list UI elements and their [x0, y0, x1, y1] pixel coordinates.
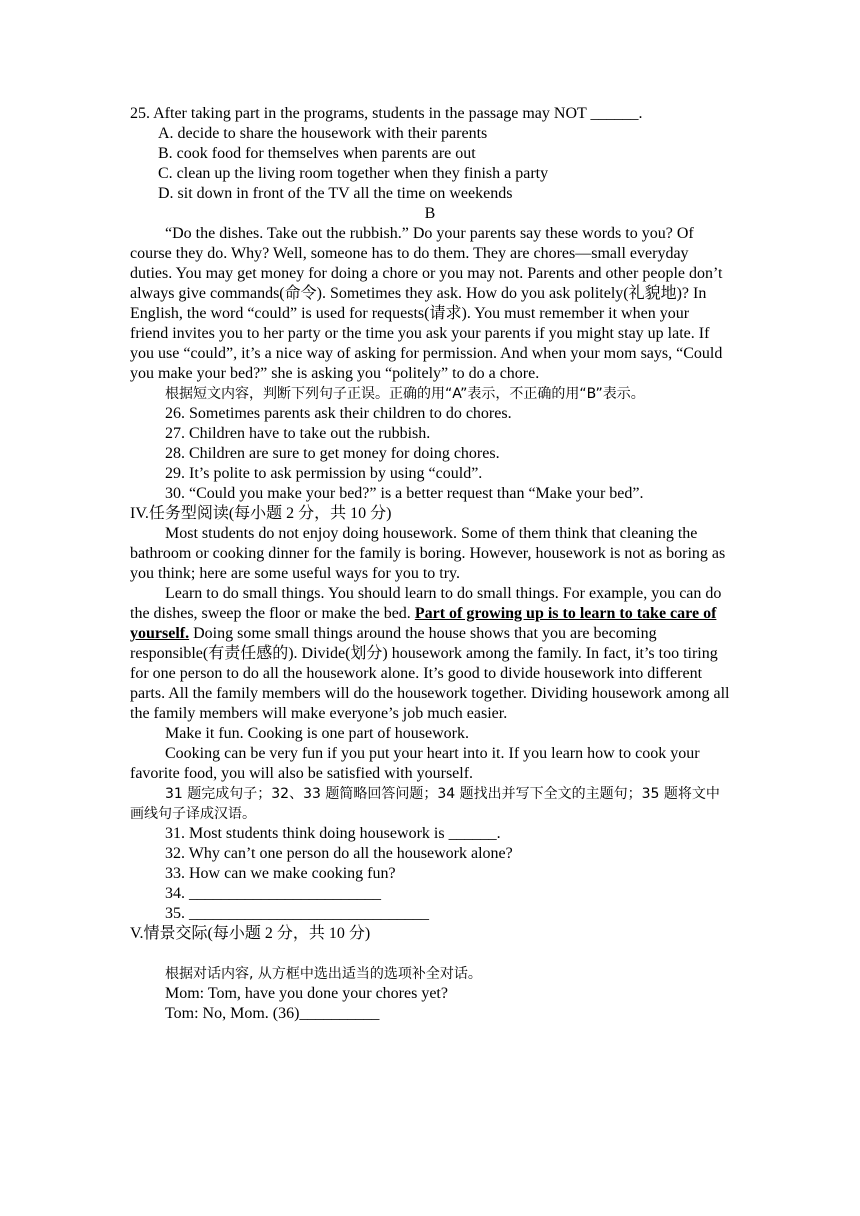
dialogue-line-mom: Mom: Tom, have you done your chores yet?	[165, 985, 448, 1002]
question-25-stem: 25. After taking part in the programs, students in the passage may NOT ______.	[130, 105, 643, 122]
question-33: 33. How can we make cooking fun?	[165, 865, 396, 882]
section-iv-instruction: 31 题完成句子；32、33 题简略回答问题；34 题找出并写下全文的主题句；35 题将文中画线句子译成汉语。	[130, 786, 720, 822]
dialogue-line-tom: Tom: No, Mom. (36)__________	[165, 1005, 380, 1022]
question-26: 26. Sometimes parents ask their children to do chores.	[165, 405, 512, 422]
paragraph-2-rest: Doing some small things around the house shows that you are becoming responsible(有责任感的). Divide(划分) housework among the family. In fact, it’s too tiring for one person to do all the housework alone. It’s good to divide housework into different parts. All the family members will do the housework together. Dividing housework among all the family members will make everyone’s job much easier.	[130, 625, 730, 722]
section-iv-paragraph-4: Cooking can be very fun if you put your heart into it. If you learn how to cook your favorite food, you will also be satisfied with yourself.	[130, 745, 700, 782]
worksheet-page	[130, 104, 730, 1024]
section-b-label: B	[424, 205, 436, 222]
question-35: 35. ______________________________	[165, 905, 429, 922]
question-29: 29. It’s polite to ask permission by using “could”.	[165, 465, 483, 482]
section-iv-paragraph-1: Most students do not enjoy doing housework. Some of them think that cleaning the bathroom or cooking dinner for the family is boring. However, housework is not as boring as you think; here are some useful ways for you to try.	[130, 525, 726, 582]
paragraph-2-intro: Learn to do small things. You should learn to do small things. For example, you can do the dishes, sweep the floor or make the bed.	[130, 585, 722, 622]
section-v-instruction: 根据对话内容, 从方框中选出适当的选项补全对话。	[165, 966, 482, 982]
question-25-option-d: D. sit down in front of the TV all the time on weekends	[158, 185, 513, 202]
section-iv-paragraph-3: Make it fun. Cooking is one part of housework.	[165, 725, 469, 742]
question-30: 30. “Could you make your bed?” is a better request than “Make your bed”.	[165, 485, 644, 502]
spacer	[130, 944, 730, 964]
section-b-passage: “Do the dishes. Take out the rubbish.” Do your parents say these words to you? Of course they do. Why? Well, someone has to do them. They are chores—small everyday duties. You may get money for doing a chore or you may not. Parents and other people don’t always give commands(命令). Sometimes they ask. How do you ask politely(礼貌地)? In English, the word “could” is used for requests(请求). You must remember it when your friend invites you to her party or the time you ask your parents if you might stay up late. If you use “could”, it’s a nice way of asking for permission. And when your mom says, “Could you make your bed?” she is asking you “politely” to do a chore.	[130, 225, 723, 382]
underlined-sentence: Part of growing up is to learn to take care of yourself.	[130, 605, 717, 642]
question-27: 27. Children have to take out the rubbish.	[165, 425, 431, 442]
question-28: 28. Children are sure to get money for doing chores.	[165, 445, 500, 462]
section-v-heading: V.情景交际(每小题 2 分，共 10 分)	[130, 925, 371, 942]
question-31: 31. Most students think doing housework is ______.	[165, 825, 501, 842]
section-iv-heading: IV.任务型阅读(每小题 2 分，共 10 分)	[130, 505, 392, 522]
question-25-option-a: A. decide to share the housework with their parents	[158, 125, 488, 142]
question-34: 34. ________________________	[165, 885, 381, 902]
question-32: 32. Why can’t one person do all the housework alone?	[165, 845, 513, 862]
question-25-option-c: C. clean up the living room together when they finish a party	[158, 165, 549, 182]
section-b-instruction: 根据短文内容，判断下列句子正误。正确的用“A”表示，不正确的用“B”表示。	[165, 386, 645, 402]
question-25-option-b: B. cook food for themselves when parents are out	[158, 145, 476, 162]
section-iv-paragraph-2	[130, 584, 730, 724]
